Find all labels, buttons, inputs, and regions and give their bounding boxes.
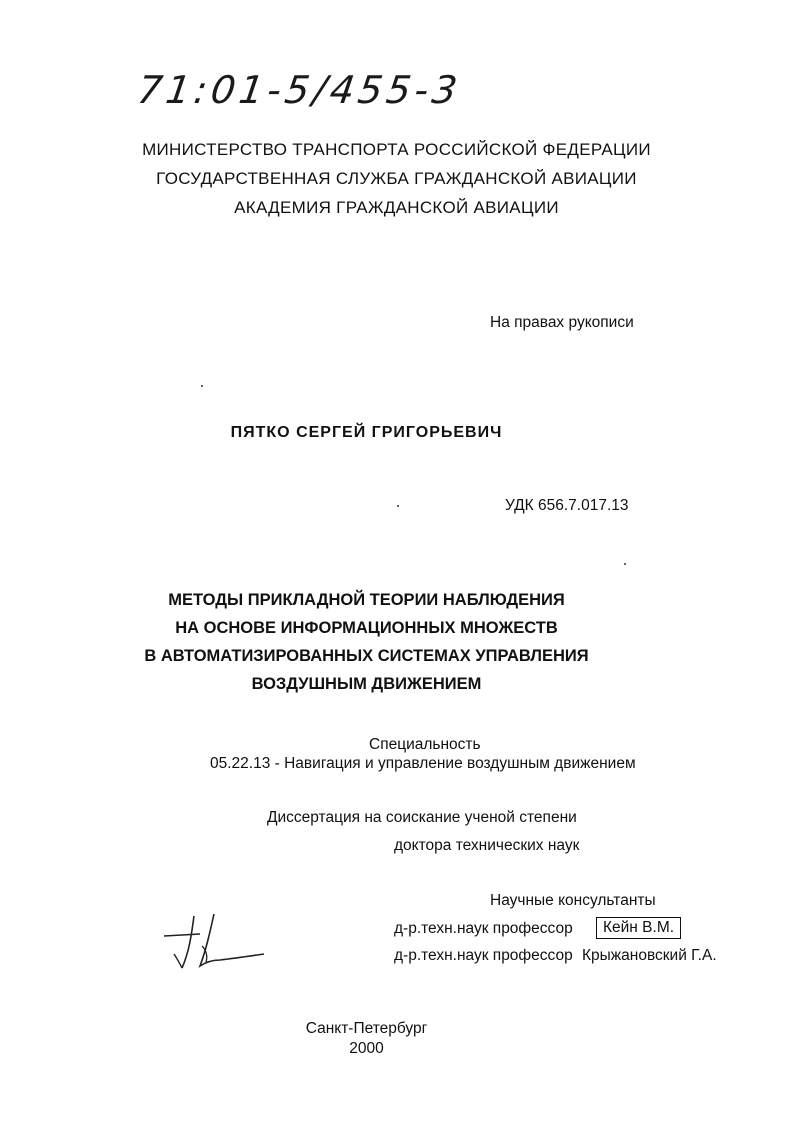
author-name: ПЯТКО СЕРГЕЙ ГРИГОРЬЕВИЧ: [230, 424, 503, 441]
rights-note: На правах рукописи: [490, 314, 634, 331]
degree-line-2: доктора технических наук: [394, 837, 580, 854]
specialty-value: 05.22.13 - Навигация и управление воздушным движением: [210, 755, 636, 772]
degree-line-1: Диссертация на соискание ученой степени: [267, 809, 577, 826]
scan-speck: [624, 563, 626, 565]
scan-speck: [201, 385, 203, 387]
title-line: В АВТОМАТИЗИРОВАННЫХ СИСТЕМАХ УПРАВЛЕНИЯ: [144, 647, 589, 665]
service-line: ГОСУДАРСТВЕННАЯ СЛУЖБА ГРАЖДАНСКОЙ АВИАЦИИ: [156, 169, 637, 188]
udc-code: УДК 656.7.017.13: [505, 497, 629, 514]
consultant-1-title: д-р.техн.наук профессор: [394, 920, 573, 937]
academy-line: АКАДЕМИЯ ГРАЖДАНСКОЙ АВИАЦИИ: [234, 198, 559, 217]
consultants-label: Научные консультанты: [490, 892, 656, 909]
title-line: МЕТОДЫ ПРИКЛАДНОЙ ТЕОРИИ НАБЛЮДЕНИЯ: [168, 591, 565, 609]
specialty-label: Специальность: [369, 736, 481, 753]
dissertation-title: [0, 586, 763, 698]
city: Санкт-Петербург: [305, 1020, 428, 1037]
signature-icon: [160, 910, 270, 970]
title-line: НА ОСНОВЕ ИНФОРМАЦИОННЫХ МНОЖЕСТВ: [175, 619, 558, 637]
year: 2000: [349, 1040, 384, 1057]
consultant-1-name: Кейн В.М.: [596, 917, 681, 939]
archive-code: 71:01-5/455-3: [134, 68, 464, 112]
consultant-2-title: д-р.техн.наук профессор: [394, 947, 573, 964]
scan-speck: [397, 505, 399, 507]
consultant-2-name: Крыжановский Г.А.: [582, 947, 717, 964]
title-line: ВОЗДУШНЫМ ДВИЖЕНИЕМ: [251, 675, 482, 693]
ministry-header: [0, 135, 793, 222]
ministry-line: МИНИСТЕРСТВО ТРАНСПОРТА РОССИЙСКОЙ ФЕДЕРАЦИИ: [142, 140, 651, 159]
